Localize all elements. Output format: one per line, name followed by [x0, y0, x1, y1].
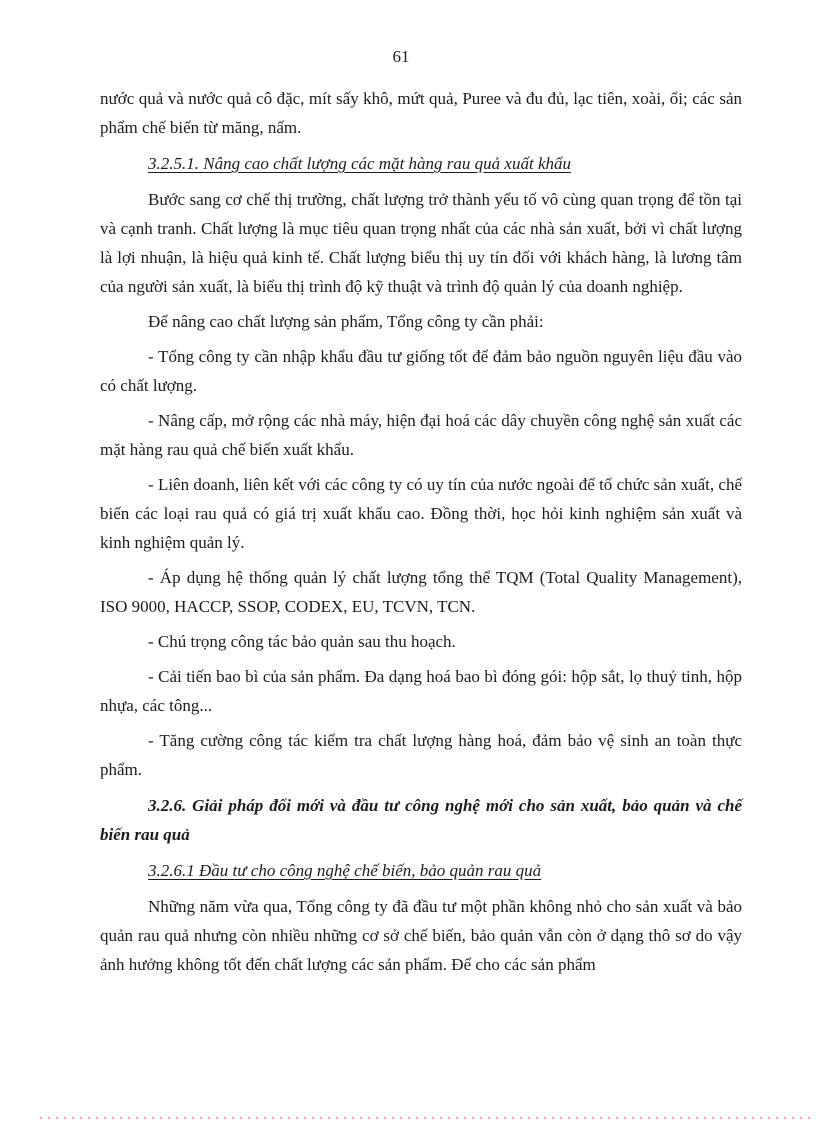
list-item-paragraph: - Chú trọng công tác bảo quản sau thu hoạch. [148, 632, 456, 651]
paragraph-continuation: nước quả và nước quả cô đặc, mít sấy khô, mứt quả, Puree và đu đủ, lạc tiên, xoài, ổi; các sản phẩm chế biến từ măng, nấm. [100, 89, 742, 137]
section-heading-3-2-6-1: 3.2.6.1 Đầu tư cho công nghệ chế biến, bảo quản rau quả [148, 861, 542, 880]
body-paragraph: Bước sang cơ chế thị trường, chất lượng trở thành yếu tố vô cùng quan trọng để tồn tại và cạnh tranh. Chất lượng là mục tiêu quan trọng nhất của các nhà sản xuất, bởi vì chất lượng là lợi nhuận, là hiệu quả kinh tế. Chất lượng biểu thị uy tín đối với khách hàng, là lương tâm của người sản xuất, là biểu thị trình độ kỹ thuật và trình độ quản lý của doanh nghiệp. [100, 190, 742, 296]
list-item-paragraph: - Nâng cấp, mở rộng các nhà máy, hiện đại hoá các dây chuyền công nghệ sản xuất các mặt hàng rau quả chế biến xuất khẩu. [100, 411, 742, 459]
list-item-paragraph: - Tăng cường công tác kiểm tra chất lượng hàng hoá, đảm bảo vệ sinh an toàn thực phẩm. [100, 731, 742, 779]
page-content [100, 84, 742, 985]
section-heading-3-2-6: 3.2.6. Giải pháp đổi mới và đầu tư công nghệ mới cho sản xuất, bảo quản và chế biến rau quả [100, 796, 742, 844]
list-item-paragraph: - Áp dụng hệ thống quản lý chất lượng tổng thể TQM (Total Quality Management), ISO 9000, HACCP, SSOP, CODEX, EU, TCVN, TCN. [100, 568, 742, 616]
page-number: 61 [392, 47, 410, 66]
body-paragraph: Những năm vừa qua, Tổng công ty đã đầu tư một phần không nhỏ cho sản xuất và bảo quản rau quả nhưng còn nhiều những cơ sở chế biến, bảo quản vẫn còn ở dạng thô sơ do vậy ảnh hưởng không tốt đến chất lượng các sản phẩm. Để cho các sản phẩm [100, 897, 742, 974]
list-item-paragraph: - Liên doanh, liên kết với các công ty có uy tín của nước ngoài để tổ chức sản xuất, chế biến các loại rau quả có giá trị xuất khẩu cao. Đồng thời, học hỏi kinh nghiệm sản xuất và kinh nghiệm quản lý. [100, 475, 742, 552]
section-heading-3-2-5-1: 3.2.5.1. Nâng cao chất lượng các mặt hàng rau quả xuất khẩu [148, 154, 571, 173]
list-item-paragraph: - Cải tiến bao bì của sản phẩm. Đa dạng hoá bao bì đóng gói: hộp sắt, lọ thuỷ tinh, hộp nhựa, các tông... [100, 667, 742, 715]
footer-dotted-divider [40, 1117, 816, 1119]
body-paragraph: Để nâng cao chất lượng sản phẩm, Tổng công ty cần phải: [148, 312, 544, 331]
list-item-paragraph: - Tổng công ty cần nhập khẩu đầu tư giống tốt để đảm bảo nguồn nguyên liệu đầu vào có chất lượng. [100, 347, 742, 395]
